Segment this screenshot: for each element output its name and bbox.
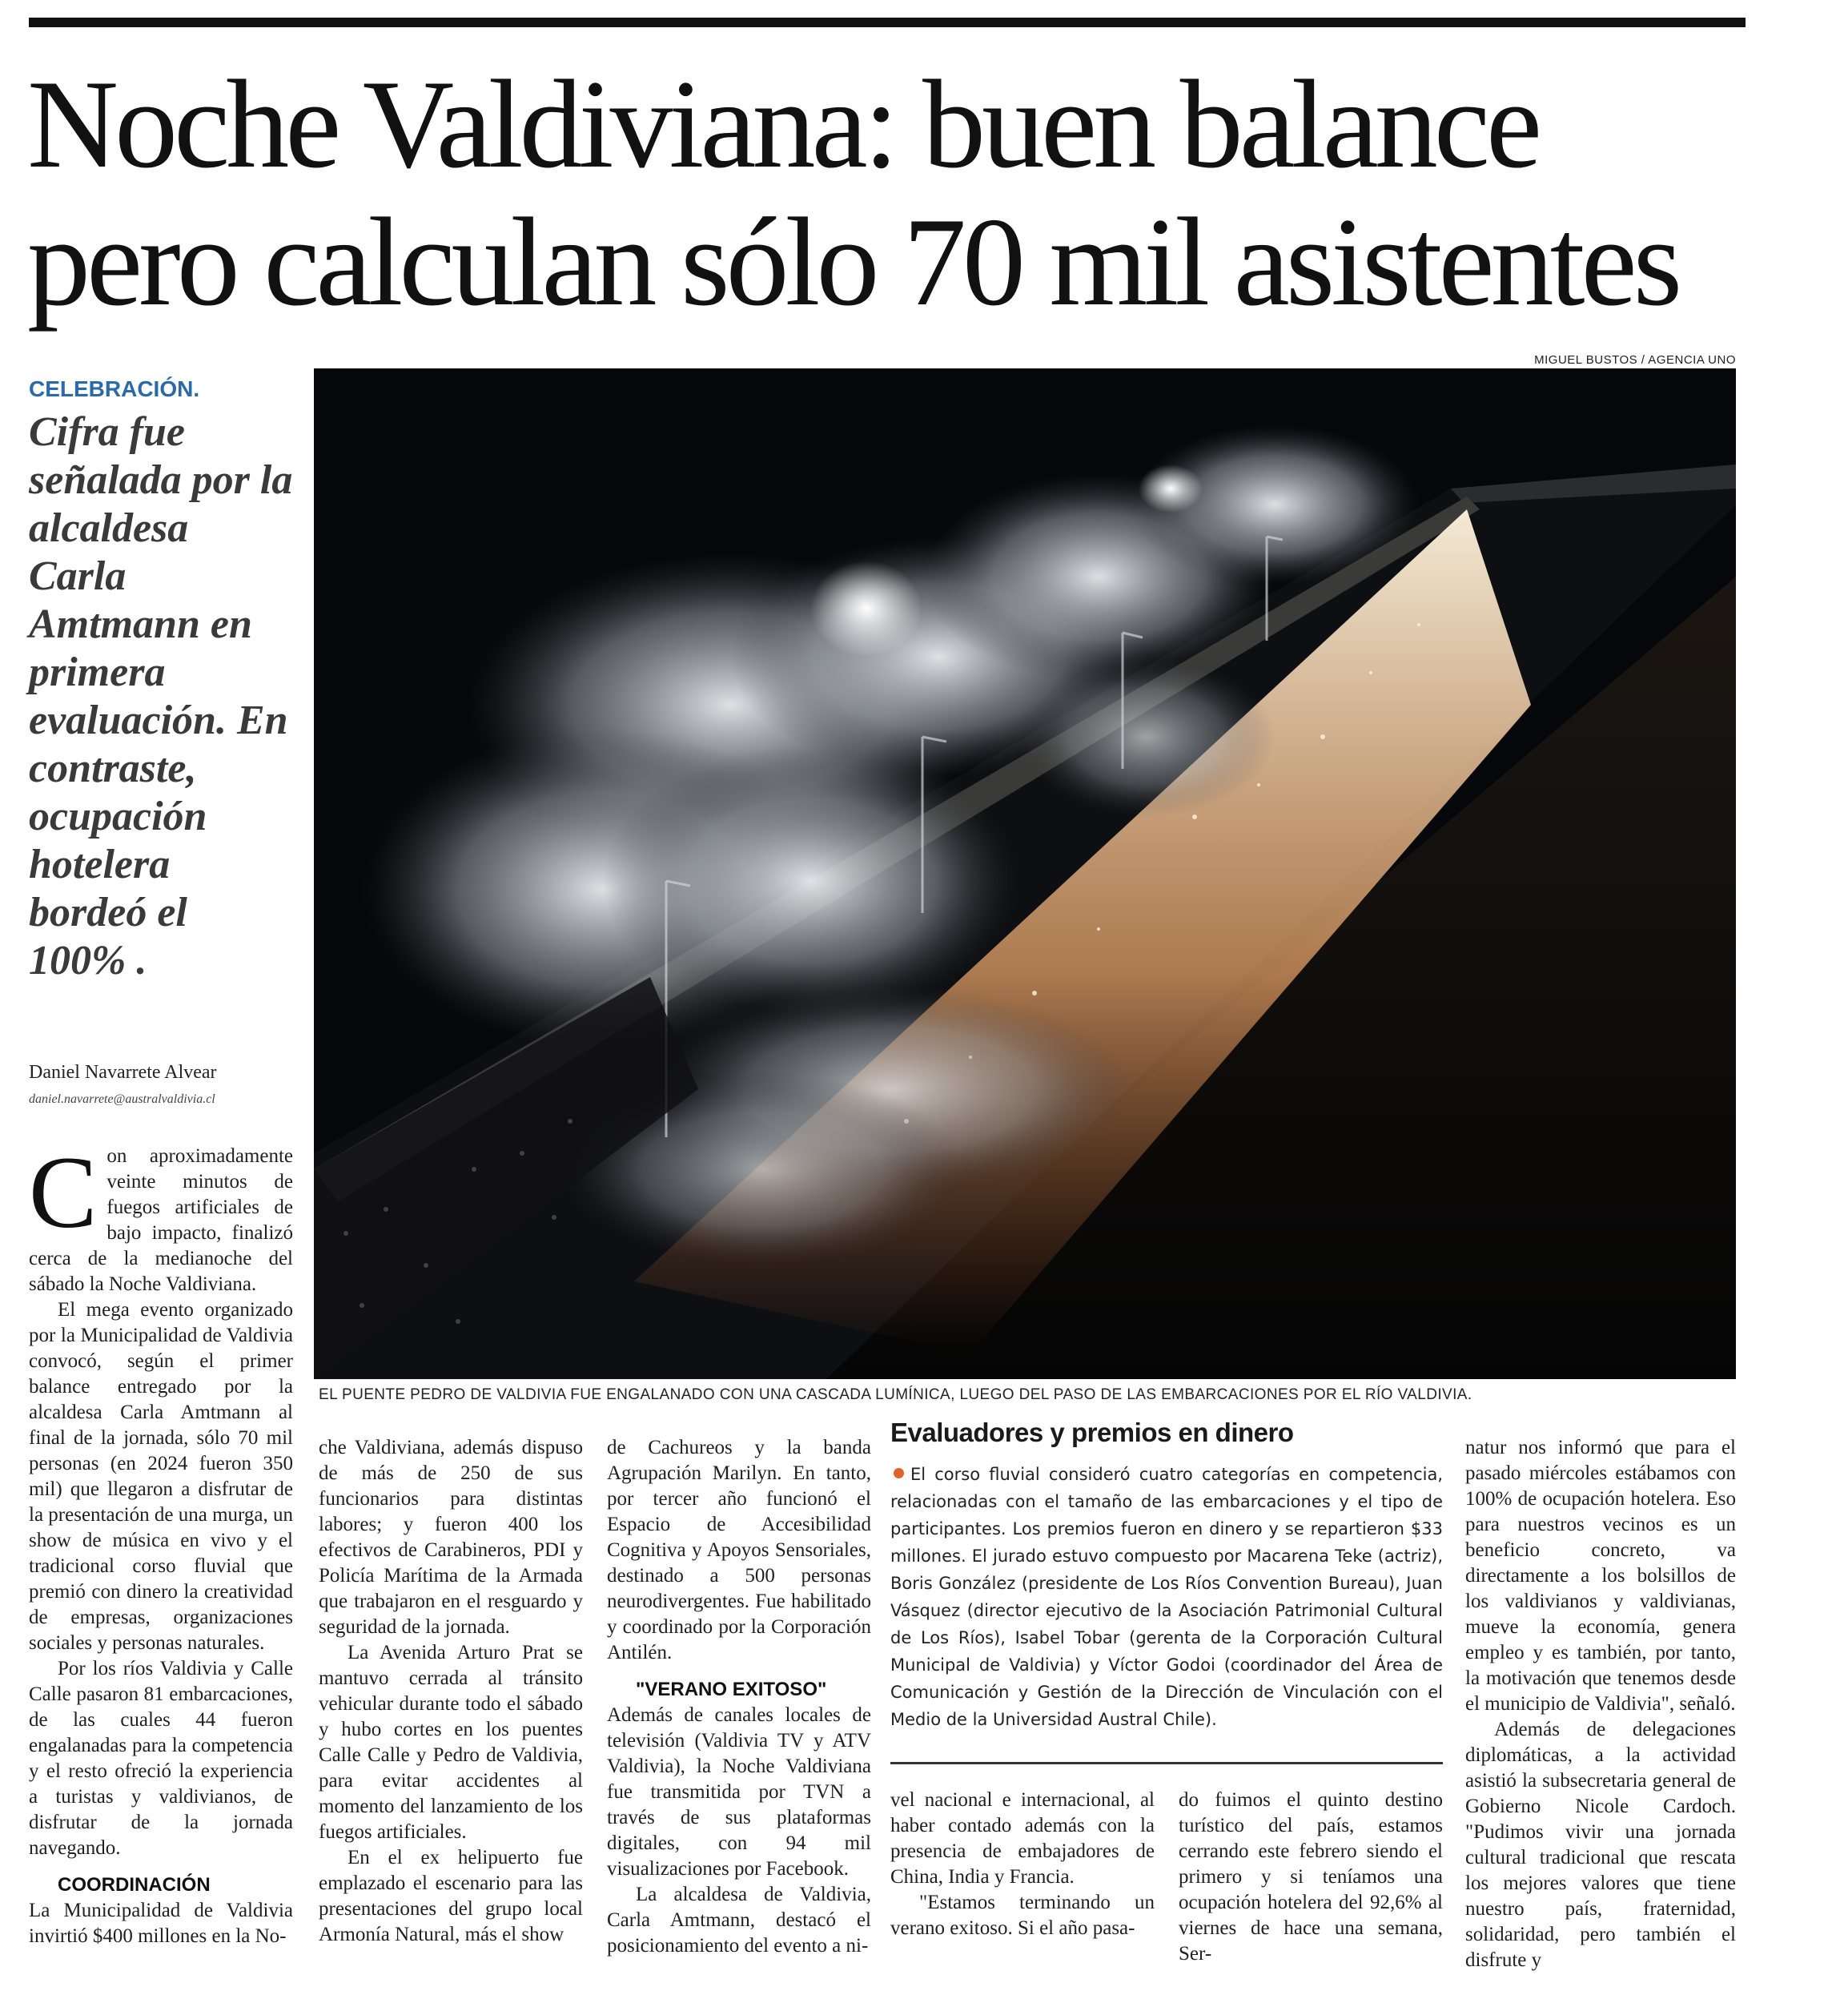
- sidebar-body-text: El corso fluvial consideró cuatro categorías en competencia, relacionadas con el tamaño de las embarcaciones y el tipo de participantes. Los premios fueron en dinero y se repartieron $33 millones. El jurado estuvo compuesto por Macarena Teke (actriz), Boris González (presidente de Los Ríos Convention Bureau), Juan Vásquez (director ejecutivo de la Asociación Patrimonial Cultural de Los Ríos), Isabel Tobar (gerenta de la Corporación Cultural Municipal de Valdivia) y Víctor Godoi (coordinador del Área de Comunicación y Gestión de la Dirección de Vinculación con el Medio de la Universidad Austral Chile).: [890, 1465, 1443, 1729]
- sidebar-divider: [890, 1762, 1443, 1764]
- article-paragraph: Por los ríos Valdivia y Calle Calle pasaron 81 embarcaciones, de las cuales 44 fueron engalanadas para la competencia y el resto ofreció la experiencia a turistas y valdivianos, de disfrutar de la jornada navegando.: [29, 1658, 293, 1859]
- subhead-coordinacion: COORDINACIÓN: [58, 1874, 211, 1896]
- main-photo: [314, 368, 1736, 1379]
- article-column-6: [1465, 1435, 1736, 1973]
- article-paragraph: La Municipalidad de Valdivia invirtió $400 millones en la No-: [29, 1900, 293, 1947]
- fireworks-bridge-illustration: [314, 368, 1736, 1379]
- article-paragraph: de Cachureos y la banda Agrupación Marilyn. En tanto, por tercer año funcionó el Espacio de Accesibilidad Cognitiva y Apoyos Sensoriales, destinado a 500 personas neurodivergentes. Fue habilitado y coordinado por la Corporación Antilén.: [607, 1437, 871, 1663]
- article-paragraph: Además de delegaciones diplomáticas, a la actividad asistió la subsecretaria general de Gobierno Nicole Cardoch. "Pudimos vivir una jornada cultural tradicional que rescata los mejores valores que tiene nuestro país, fraternidad, solidaridad, pero también el disfrute y: [1465, 1719, 1736, 1971]
- article-column-3: [607, 1435, 871, 1959]
- article-paragraph: Además de canales locales de televisión (Valdivia TV y ATV Valdivia), la Noche Valdiviana fue transmitida por TVN a través de sus plataformas digitales, con 94 mil visualizaciones por Facebook.: [607, 1704, 871, 1880]
- photo-caption: EL PUENTE PEDRO DE VALDIVIA FUE ENGALANADO CON UNA CASCADA LUMÍNICA, LUEGO DEL PASO DE LAS EMBARCACIONES POR EL RÍO VALDIVIA.: [319, 1386, 1472, 1403]
- article-paragraph: En el ex helipuerto fue emplazado el escenario para las presentaciones del grupo local Armonía Natural, más el show: [319, 1847, 583, 1945]
- top-rule: [29, 18, 1746, 27]
- article-paragraph: La Avenida Arturo Prat se mantuvo cerrada al tránsito vehicular durante todo el sábado y hubo cortes en los puentes Calle Calle y Pedro de Valdivia, para evitar accidentes al momento del lanzamiento de los fuegos artificiales.: [319, 1642, 583, 1843]
- section-tag: CELEBRACIÓN.: [29, 376, 200, 401]
- article-paragraph: do fuimos el quinto destino turístico del país, estamos cerrando este febrero siendo el primero y si teníamos una ocupación hotelera del 92,6% al viernes de hace una semana, Ser-: [1179, 1789, 1443, 1965]
- article-paragraph: [29, 1136, 293, 1297]
- byline-author: Daniel Navarrete Alvear: [29, 1062, 217, 1083]
- subhead-verano-exitoso: "VERANO EXITOSO": [636, 1679, 827, 1700]
- byline-email: daniel.navarrete@australvaldivia.cl: [29, 1092, 215, 1106]
- article-column-2: [319, 1435, 583, 1948]
- article-paragraph-text: on aproximadamente veinte minutos de fuegos artificiales de bajo impacto, finalizó cerca de la medianoche del sábado la Noche Valdiviana.: [29, 1145, 293, 1295]
- article-paragraph: "Estamos terminando un verano exitoso. Si el año pasa-: [890, 1892, 1155, 1939]
- sidebar-body: [890, 1461, 1443, 1733]
- article-column-4: [890, 1788, 1155, 1941]
- dropcap: C: [29, 1136, 98, 1249]
- article-paragraph: vel nacional e internacional, al haber contado además con la presencia de embajadores de China, India y Francia.: [890, 1789, 1155, 1888]
- photo-credit: MIGUEL BUSTOS / AGENCIA UNO: [1534, 353, 1736, 367]
- article-paragraph: natur nos informó que para el pasado miércoles estábamos con 100% de ocupación hotelera. Eso para nuestros vecinos es un beneficio concreto, va directamente a los bolsillos de los valdivianos y valdivianas, mueve la economía, genera empleo y es también, por tanto, la motivación que tenemos desde el municipio de Valdivia", señaló.: [1465, 1437, 1736, 1715]
- sidebar-title: Evaluadores y premios en dinero: [890, 1418, 1294, 1447]
- article-paragraph: che Valdiviana, además dispuso de más de 250 de sus funcionarios para distintas labores; y fueron 400 los efectivos de Carabineros, PDI y Policía Marítima de la Armada que trabajaron en el resguardo y seguridad de la jornada.: [319, 1437, 583, 1638]
- article-paragraph: El mega evento organizado por la Municipalidad de Valdivia convocó, según el primer balance entregado por la alcaldesa Carla Amtmann al final de la jornada, sólo 70 mil personas (en 2024 fueron 350 mil) que llegaron a disfrutar de la presentación de una murga, un show de música en vivo y el tradicional corso fluvial que premió con dinero la creatividad de empresas, organizaciones sociales y personas naturales.: [29, 1299, 293, 1654]
- article-column-5: [1179, 1788, 1443, 1967]
- article-column-1: [29, 1136, 293, 1949]
- headline: Noche Valdiviana: buen balance pero calculan sólo 70 mil asistentes: [27, 54, 1679, 332]
- bullet-icon: [894, 1468, 904, 1478]
- lede: Cifra fue señalada por la alcaldesa Carla Amtmann en primera evaluación. En contraste, ocupación hotelera bordeó el 100% .: [29, 409, 293, 983]
- article-paragraph: La alcaldesa de Valdivia, Carla Amtmann, destacó el posicionamiento del evento a ni-: [607, 1884, 871, 1957]
- sidebar-box: [890, 1418, 1443, 1733]
